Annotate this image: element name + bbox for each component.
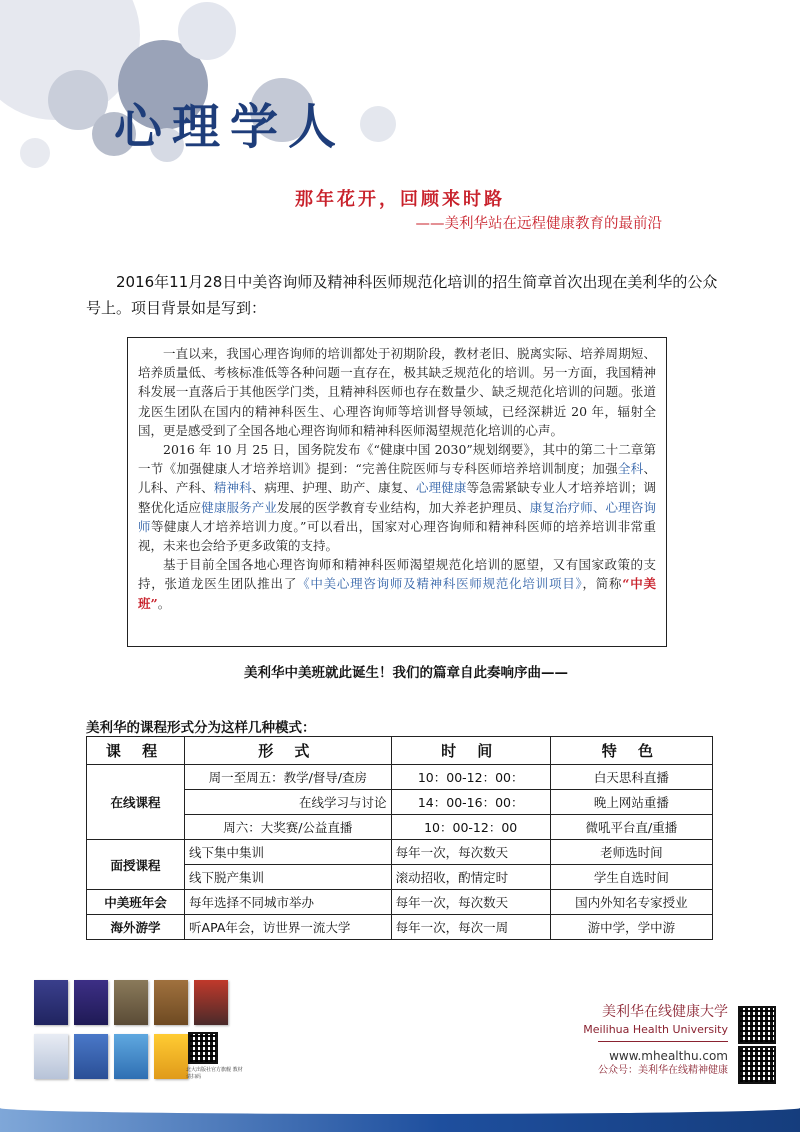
- header-time: 时 间: [391, 737, 550, 765]
- course-cell: 中美班年会: [87, 890, 185, 915]
- book-cover: [34, 1034, 68, 1079]
- brand-block: [583, 1002, 728, 1078]
- time-cell: 10：00-12：00: [391, 815, 550, 840]
- headline: 那年花开，回顾来时路: [295, 189, 505, 210]
- highlight-xinlijiankang: 心理健康: [416, 480, 467, 496]
- quote-paragraph-3: 基于目前全国各地心理咨询师和精神科医师渴望规范化培训的愿望，又有国家政策的支持，张道龙医生团队推出了《中美心理咨询师及精神科医师规范化培训项目》，简称“中美班”。: [138, 557, 656, 611]
- highlight-kangfu: 康复治疗师: [529, 499, 593, 515]
- form-cell: 在线学习与讨论: [185, 790, 392, 815]
- feature-cell: 老师选时间: [550, 840, 712, 865]
- quote-box: [127, 337, 667, 647]
- modes-title: 美利华的课程形式分为这样几种模式：: [86, 720, 316, 736]
- highlight-quanke: 全科: [617, 461, 644, 477]
- course-cell: 在线课程: [87, 765, 185, 840]
- born-line: 美利华中美班就此诞生！我们的篇章自此奏响序曲——: [244, 665, 568, 681]
- header-feature: 特 色: [550, 737, 712, 765]
- table-row: [87, 765, 713, 790]
- qr-code-books: [188, 1032, 218, 1064]
- form-cell: 线下脱产集训: [185, 865, 392, 890]
- time-cell: 10：00-12：00：: [391, 765, 550, 790]
- book-cover: [34, 980, 68, 1025]
- form-cell: 周六：大奖赛/公益直播: [185, 815, 392, 840]
- table-row: [87, 915, 713, 940]
- time-cell: 每年一次，每次数天: [391, 890, 550, 915]
- page-title: 心理学人: [114, 99, 347, 155]
- website-url: www.mhealthu.com: [609, 1049, 728, 1063]
- time-cell: 每年一次，每次数天: [391, 840, 550, 865]
- table-header-row: [87, 737, 713, 765]
- form-cell: 周一至周五：教学/督导/查房: [185, 765, 392, 790]
- brand-name-en: Meilihua Health University: [583, 1023, 728, 1036]
- feature-cell: 晚上网站重播: [550, 790, 712, 815]
- book-cover: [194, 980, 228, 1025]
- highlight-jingshenke: 精神科: [213, 480, 252, 496]
- book-cover: [114, 1034, 148, 1079]
- book-cover: [74, 1034, 108, 1079]
- footer-bar: [0, 1108, 800, 1132]
- book-cover: [154, 980, 188, 1025]
- feature-cell: 游中学，学中游: [550, 915, 712, 940]
- project-name: 《中美心理咨询师及精神科医师规范化培训项目》: [297, 576, 583, 592]
- time-cell: 滚动招收，酌情定时: [391, 865, 550, 890]
- book-cover: [114, 980, 148, 1025]
- quote-paragraph-1: 一直以来，我国心理咨询师的培训都处于初期阶段，教材老旧、脱离实际、培养周期短、培养质量低、考核标准低等各种问题一直存在，极其缺乏规范化的培训。另一方面，我国精神科发展一直落后于其他医学门类，且精神科医师也存在数量少、缺乏规范化培训的问题。张道龙医生团队在国内的精神科医生、心理咨询师等培训督导领域，已经深耕近 20 年，辐射全国，更是感受到了全国各地心理咨询师和精神科医师渴望规范化培训的心声。: [138, 346, 656, 438]
- course-cell: 海外游学: [87, 915, 185, 940]
- quote-paragraph-2: 2016 年 10 月 25 日，国务院发布《“健康中国 2030”规划纲要》，其中的第二十二章第一节《加强健康人才培养培训》提到：“完善住院医师与专科医师培养培训制度；加强全科、儿科、产科、精神科、病理、护理、助产、康复、心理健康等急需紧缺专业人才培养培训；调整优化适应健康服务产业发展的医学教育专业结构，加大养老护理员、康复治疗师、心理咨询师等健康人才培养培训力度。”可以看出，国家对心理咨询师和精神科医师的培养培训非常重视，未来也会给予更多政策的支持。: [138, 442, 656, 554]
- brand-divider: [598, 1041, 728, 1042]
- book-cover: [154, 1034, 188, 1079]
- qr-code-top: [738, 1006, 776, 1044]
- table-row: [87, 890, 713, 915]
- header-form: 形 式: [185, 737, 392, 765]
- header-course: 课 程: [87, 737, 185, 765]
- brand-name-cn: 美利华在线健康大学: [602, 1004, 728, 1020]
- qr-code-bottom: [738, 1046, 776, 1084]
- subheadline: ——美利华站在远程健康教育的最前沿: [415, 216, 662, 232]
- book-cover: [74, 980, 108, 1025]
- feature-cell: 白天思科直播: [550, 765, 712, 790]
- course-table: [86, 736, 713, 940]
- intro-paragraph: 2016年11月28日中美咨询师及精神科医师规范化培训的招生简章首次出现在美利华的公众号上。项目背景如是写到：: [86, 273, 718, 317]
- form-cell: 线下集中集训: [185, 840, 392, 865]
- highlight-xinlizixun: 心理咨询师: [138, 499, 656, 534]
- highlight-jiankangfuwu: 健康服务产业: [201, 499, 277, 515]
- form-cell: 听APA年会，访世界一流大学: [185, 915, 392, 940]
- short-name: 中美班: [138, 576, 656, 611]
- qr-caption: 北大出版社官方旗舰 教材请扫码: [186, 1067, 243, 1080]
- course-cell: 面授课程: [87, 840, 185, 890]
- time-cell: 14：00-16：00：: [391, 790, 550, 815]
- form-cell: 每年选择不同城市举办: [185, 890, 392, 915]
- feature-cell: 微吼平台直/重播: [550, 815, 712, 840]
- feature-cell: 学生自选时间: [550, 865, 712, 890]
- table-row: [87, 840, 713, 865]
- feature-cell: 国内外知名专家授业: [550, 890, 712, 915]
- time-cell: 每年一次，每次一周: [391, 915, 550, 940]
- wechat-account: 公众号：美利华在线精神健康: [598, 1065, 728, 1076]
